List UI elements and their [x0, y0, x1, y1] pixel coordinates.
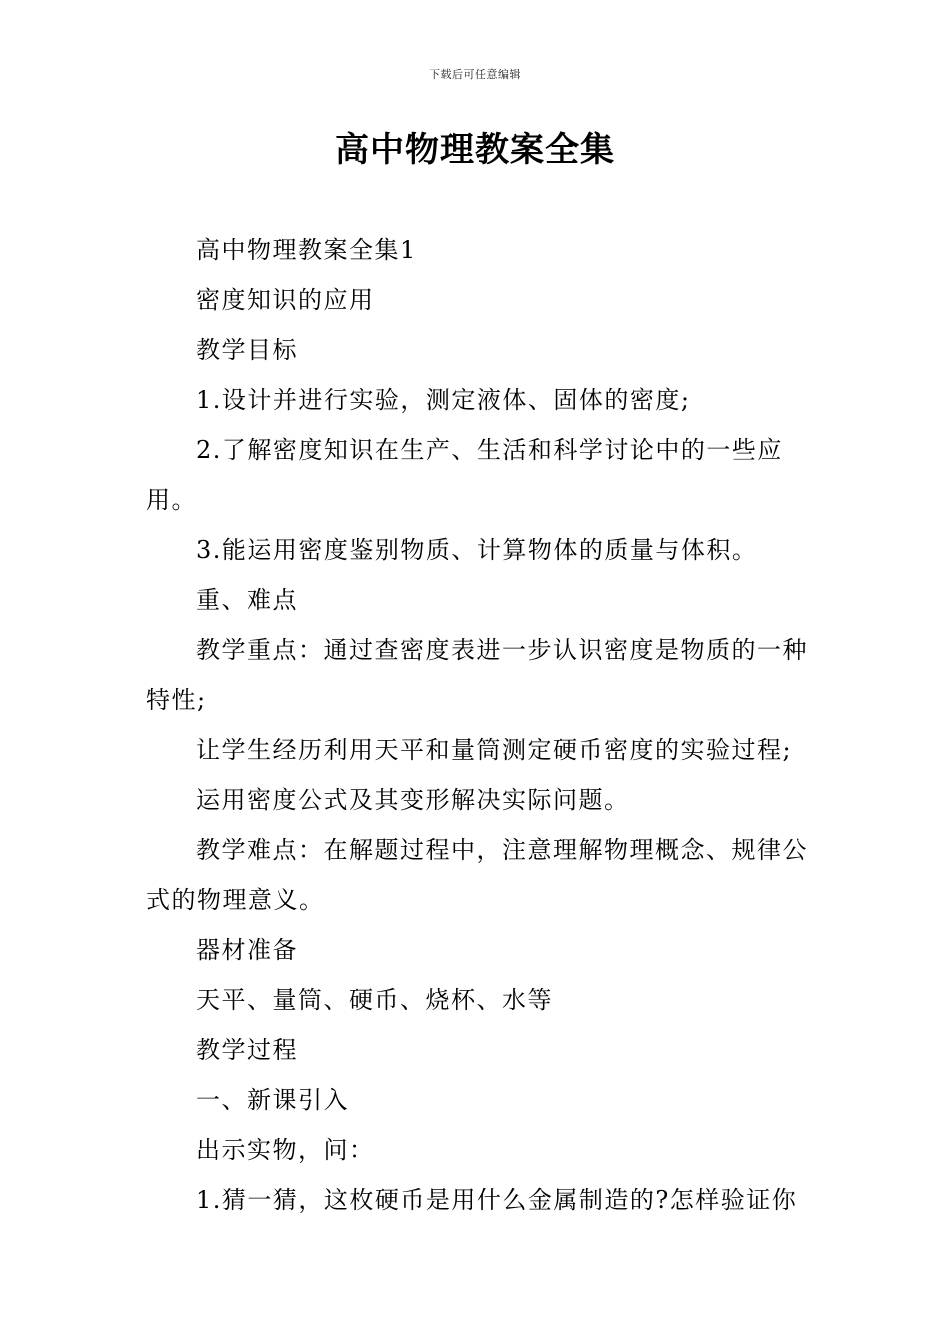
document-body [146, 225, 812, 1225]
paragraph: 运用密度公式及其变形解决实际问题。 [196, 786, 630, 814]
paragraph: 2.了解密度知识在生产、生活和科学讨论中的一些应用。 [146, 436, 783, 514]
paragraph: 教学过程 [196, 1036, 298, 1064]
paragraph: 教学难点：在解题过程中，注意理解物理概念、规律公式的物理意义。 [146, 836, 808, 914]
paragraph: 高中物理教案全集1 [196, 236, 417, 264]
paragraph: 出示实物，问： [196, 1136, 375, 1164]
document-title: 高中物理教案全集 [335, 130, 615, 170]
header-note: 下载后可任意编辑 [429, 68, 521, 81]
paragraph: 3.能运用密度鉴别物质、计算物体的质量与体积。 [196, 536, 758, 564]
paragraph: 让学生经历利用天平和量筒测定硬币密度的实验过程; [196, 736, 793, 764]
paragraph: 天平、量筒、硬币、烧杯、水等 [196, 986, 553, 1014]
paragraph: 重、难点 [196, 586, 298, 614]
paragraph: 一、新课引入 [196, 1086, 349, 1114]
paragraph: 密度知识的应用 [196, 286, 375, 314]
paragraph: 教学目标 [196, 336, 298, 364]
paragraph: 器材准备 [196, 936, 298, 964]
paragraph: 1.设计并进行实验，测定液体、固体的密度; [196, 386, 691, 414]
paragraph: 1.猜一猜，这枚硬币是用什么金属制造的?怎样验证你 [196, 1186, 798, 1214]
paragraph: 教学重点：通过查密度表进一步认识密度是物质的一种特性; [146, 636, 808, 714]
